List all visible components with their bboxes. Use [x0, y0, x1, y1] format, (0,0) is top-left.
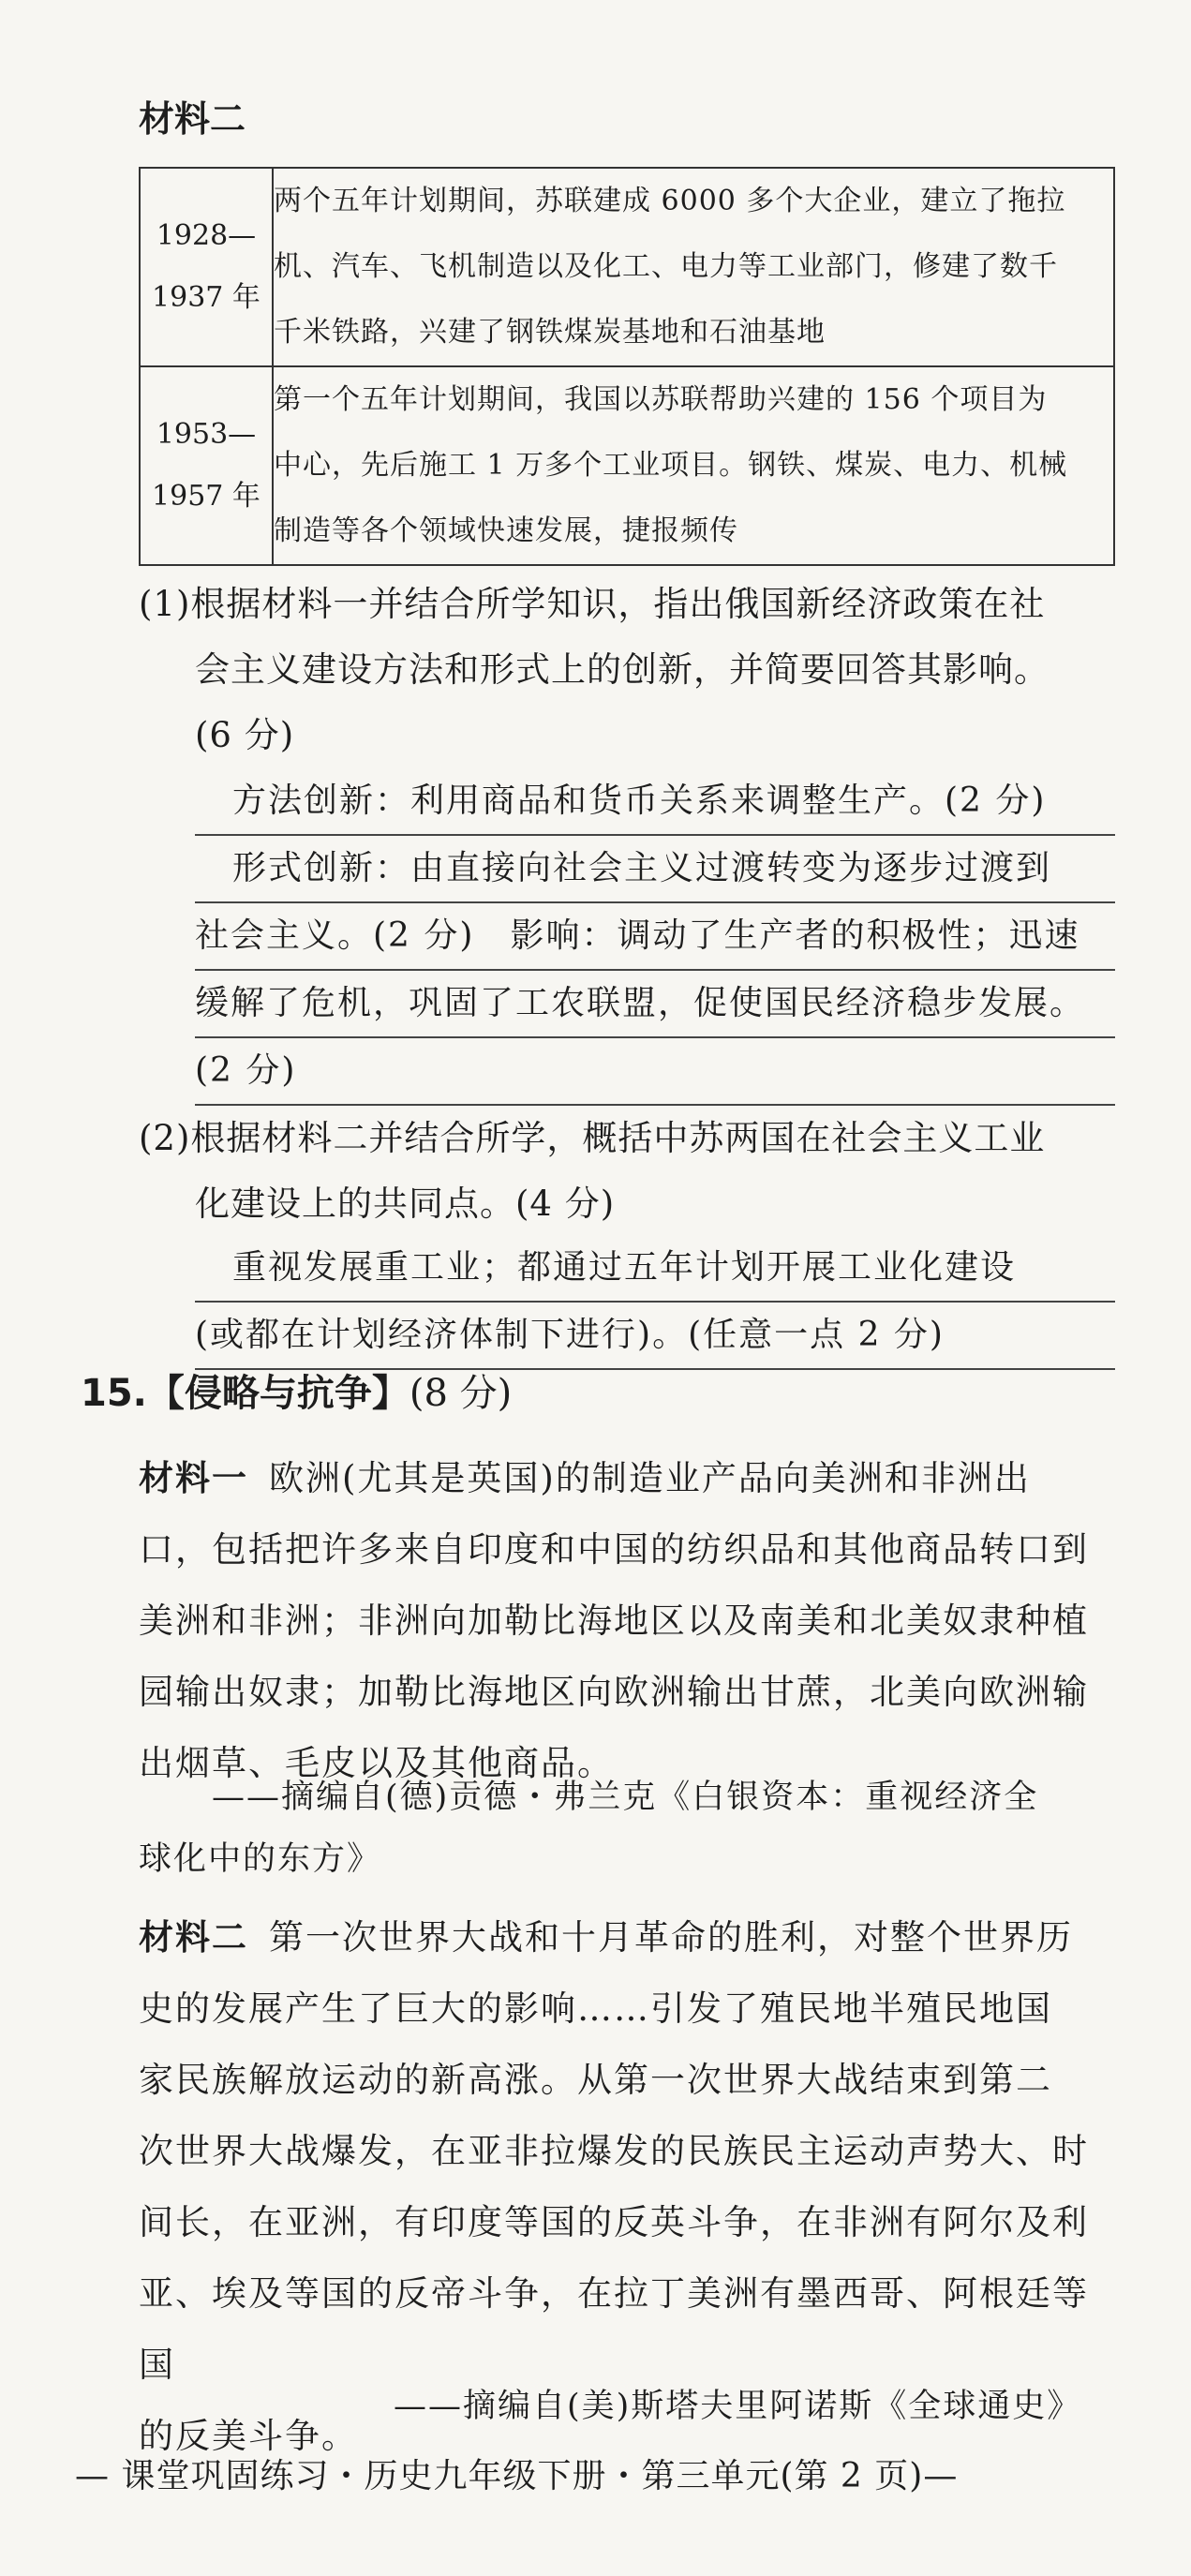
- material-2: 材料二 第一次世界大战和十月革命的胜利，对整个世界历 史的发展产生了巨大的影响……引发了殖民地半殖民地国 家民族解放运动的新高涨。从第一次世界大战结束到第二 次世界大战爆发，在亚非拉爆发的民族民主运动声势大、时 间长，在亚洲，有印度等国的反英斗争，在非洲有阿尔及利 亚、埃及等国的反帝斗争，在拉丁美洲有墨西哥、阿根廷等国 的反美斗争。: [139, 1917, 1089, 2456]
- table-content-cell: 两个五年计划期间，苏联建成 6000 多个大企业，建立了拖拉 机、汽车、飞机制造以及化工、电力等工业部门，修建了数千 千米铁路，兴建了钢铁煤炭基地和石油基地: [273, 168, 1114, 366]
- table-row: [140, 366, 1114, 565]
- table-period-cell: 1953— 1957 年: [140, 366, 273, 565]
- table-content-cell: 第一个五年计划期间，我国以苏联帮助兴建的 156 个项目为 中心，先后施工 1 万多个工业项目。钢铁、煤炭、电力、机械 制造等各个领域快速发展，捷报频传: [273, 366, 1114, 565]
- question-number: 15.: [81, 1372, 147, 1415]
- question-score: (8 分): [409, 1372, 513, 1415]
- material-1: 材料一 欧洲(尤其是英国)的制造业产品向美洲和非洲出 口，包括把许多来自印度和中国的纺织品和其他商品转口到 美洲和非洲；非洲向加勒比海地区以及南美和北美奴隶种植 园输出奴隶；加勒比海地区向欧洲输出甘蔗，北美向欧洲输 出烟草、毛皮以及其他商品。: [139, 1458, 1089, 1783]
- answer-1: 方法创新：利用商品和货币关系来调整生产。(2 分) 形式创新：由直接向社会主义过渡转变为逐步过渡到 社会主义。(2 分) 影响：调动了生产者的积极性；迅速 缓解了危机，巩固了工农联盟，促使国民经济稳步发展。 (2 分): [195, 768, 1115, 1106]
- material-2-label: 材料二: [139, 1917, 248, 1958]
- table-period-cell: 1928— 1937 年: [140, 168, 273, 366]
- answer-2: 重视发展重工业；都通过五年计划开展工业化建设 (或都在计划经济体制下进行)。(任意一点 2 分): [195, 1235, 1115, 1370]
- material2-table: [139, 167, 1115, 566]
- material-2-source: ——摘编自(美)斯塔夫里阿诺斯《全球通史》: [394, 2388, 1082, 2425]
- material-1-label: 材料一: [139, 1458, 248, 1498]
- question-title: 【侵略与抗争】: [146, 1372, 409, 1415]
- material-1-source-cont: 球化中的东方》: [139, 1840, 382, 1878]
- question-1: (1)根据材料一并结合所学知识，指出俄国新经济政策在社 会主义建设方法和形式上的创新，并简要回答其影响。 (6 分): [139, 584, 1050, 755]
- material-1-source: ——摘编自(德)贡德・弗兰克《白银资本：重视经济全: [212, 1779, 1039, 1816]
- material2-heading: 材料二: [139, 98, 246, 140]
- question-2: (2)根据材料二并结合所学，概括中苏两国在社会主义工业 化建设上的共同点。(4 分): [139, 1118, 1046, 1224]
- page-footer: — 课堂巩固练习・历史九年级下册・第三单元(第 2 页)—: [75, 2457, 959, 2495]
- question-15-header: [81, 1363, 512, 1417]
- table-row: [140, 168, 1114, 366]
